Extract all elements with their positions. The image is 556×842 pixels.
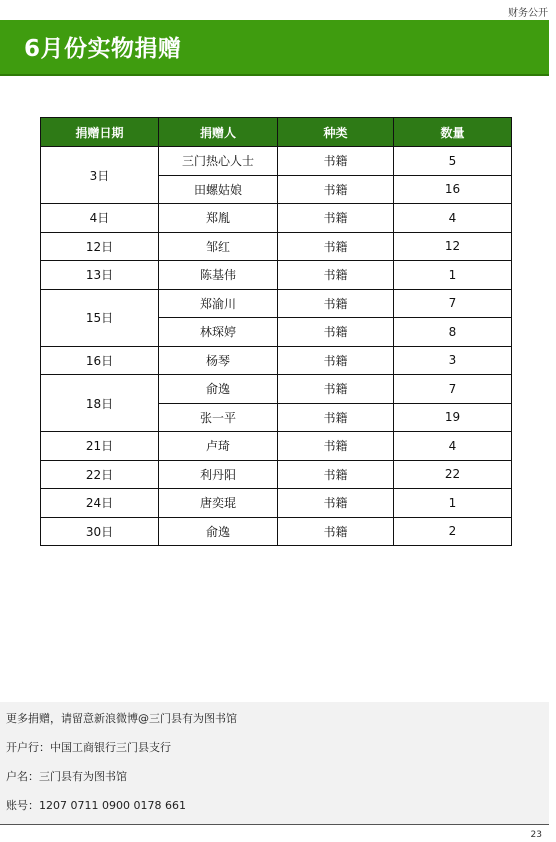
cell-donor: 郑渝川 xyxy=(159,289,278,318)
cell-quantity: 1 xyxy=(394,261,512,290)
footer-bank: 开户行：中国工商银行三门县支行 xyxy=(6,741,171,754)
cell-donor: 张一平 xyxy=(159,403,278,432)
cell-date: 15日 xyxy=(41,289,159,346)
footer-weibo-note: 更多捐赠，请留意新浪微博@三门县有为图书馆 xyxy=(6,712,237,725)
cell-type: 书籍 xyxy=(278,375,394,404)
donation-table xyxy=(40,117,512,546)
cell-type: 书籍 xyxy=(278,432,394,461)
cell-quantity: 8 xyxy=(394,318,512,347)
cell-type: 书籍 xyxy=(278,175,394,204)
table-row xyxy=(41,289,512,318)
table-row xyxy=(41,489,512,518)
table-row xyxy=(41,460,512,489)
cell-quantity: 5 xyxy=(394,147,512,176)
page-title: 6月份实物捐赠 xyxy=(24,36,182,62)
cell-date: 22日 xyxy=(41,460,159,489)
cell-type: 书籍 xyxy=(278,232,394,261)
cell-donor: 唐奕琨 xyxy=(159,489,278,518)
cell-type: 书籍 xyxy=(278,204,394,233)
cell-donor: 杨琴 xyxy=(159,346,278,375)
cell-donor: 利丹阳 xyxy=(159,460,278,489)
cell-quantity: 4 xyxy=(394,204,512,233)
column-header-quantity: 数量 xyxy=(394,118,512,147)
cell-type: 书籍 xyxy=(278,403,394,432)
footer-info xyxy=(0,702,549,824)
cell-donor: 田螺姑娘 xyxy=(159,175,278,204)
cell-date: 13日 xyxy=(41,261,159,290)
cell-type: 书籍 xyxy=(278,289,394,318)
table-row xyxy=(41,375,512,404)
table-row xyxy=(41,204,512,233)
table-row xyxy=(41,147,512,176)
cell-type: 书籍 xyxy=(278,346,394,375)
cell-quantity: 3 xyxy=(394,346,512,375)
cell-quantity: 19 xyxy=(394,403,512,432)
table-header-row xyxy=(41,118,512,147)
bottom-divider xyxy=(0,824,549,825)
cell-quantity: 1 xyxy=(394,489,512,518)
cell-quantity: 22 xyxy=(394,460,512,489)
column-header-donor: 捐赠人 xyxy=(159,118,278,147)
table-row xyxy=(41,261,512,290)
table-row xyxy=(41,432,512,461)
cell-date: 12日 xyxy=(41,232,159,261)
title-banner xyxy=(0,20,549,76)
cell-date: 3日 xyxy=(41,147,159,204)
section-label: 财务公开 xyxy=(508,8,548,19)
cell-donor: 俞逸 xyxy=(159,517,278,546)
table-row xyxy=(41,346,512,375)
cell-date: 30日 xyxy=(41,517,159,546)
cell-type: 书籍 xyxy=(278,318,394,347)
cell-quantity: 4 xyxy=(394,432,512,461)
cell-date: 4日 xyxy=(41,204,159,233)
cell-quantity: 12 xyxy=(394,232,512,261)
cell-donor: 邹红 xyxy=(159,232,278,261)
cell-donor: 林琛婷 xyxy=(159,318,278,347)
cell-type: 书籍 xyxy=(278,147,394,176)
donation-table-container xyxy=(40,117,511,546)
cell-date: 16日 xyxy=(41,346,159,375)
table-row xyxy=(41,517,512,546)
cell-date: 24日 xyxy=(41,489,159,518)
cell-type: 书籍 xyxy=(278,261,394,290)
cell-type: 书籍 xyxy=(278,489,394,518)
footer-account-number: 账号：1207 0711 0900 0178 661 xyxy=(6,799,186,812)
cell-type: 书籍 xyxy=(278,460,394,489)
cell-date: 18日 xyxy=(41,375,159,432)
column-header-date: 捐赠日期 xyxy=(41,118,159,147)
cell-donor: 俞逸 xyxy=(159,375,278,404)
cell-donor: 三门热心人士 xyxy=(159,147,278,176)
cell-quantity: 2 xyxy=(394,517,512,546)
cell-quantity: 7 xyxy=(394,375,512,404)
footer-account-name: 户名：三门县有为图书馆 xyxy=(6,770,127,783)
cell-date: 21日 xyxy=(41,432,159,461)
column-header-type: 种类 xyxy=(278,118,394,147)
cell-donor: 陈基伟 xyxy=(159,261,278,290)
cell-type: 书籍 xyxy=(278,517,394,546)
cell-donor: 郑胤 xyxy=(159,204,278,233)
cell-quantity: 7 xyxy=(394,289,512,318)
cell-donor: 卢琦 xyxy=(159,432,278,461)
table-row xyxy=(41,232,512,261)
cell-quantity: 16 xyxy=(394,175,512,204)
page-number: 23 xyxy=(530,830,542,840)
